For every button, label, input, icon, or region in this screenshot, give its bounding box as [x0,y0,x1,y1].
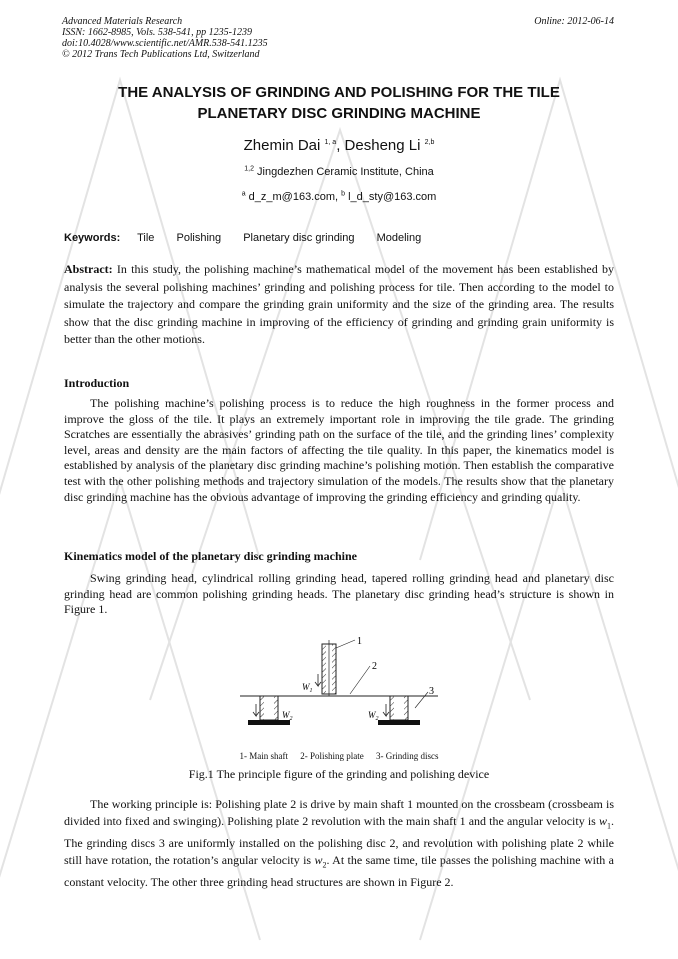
keyword: Tile [137,232,155,244]
author-list [64,137,614,154]
author-1: Zhemin Dai [243,137,321,154]
figure-1-caption: Fig.1 The principle figure of the grinding and polishing device [188,767,490,781]
author-emails [64,191,614,203]
label-1: 1 [357,636,362,647]
author-1-affil: 1, a [324,139,337,146]
keyword: Planetary disc grinding [243,232,355,244]
label-w2-left: W [282,710,290,720]
figure-1-schematic [230,634,450,749]
svg-text:W1 [302,682,313,694]
kinematics-heading: Kinematics model of the planetary disc grinding machine [64,549,357,563]
label-w2-left-sub: 2 [289,716,293,722]
abstract-text: In this study, the polishing machine’s mathematical model of the movement has been established by analysis the several polishing machines’ grinding and polishing process for tile. Then according to the model to simulate the trajectory and compare the grinding grain uniformity and the size of the grinding area. The results show that the disc grinding machine in improving of the efficiency of grinding and grinding grain uniformity is better than the other motions. [64,262,614,346]
working-part-3: . At the same time, tile passes the polishing machine with a constant velocity. The other three grinding head structures are shown in Figure 2. [64,853,614,889]
introduction-text: The polishing machine’s polishing process is to reduce the high roughness in the former process and improve the gloss of the tile. It plays an extremely important role in improving the tile grade. The grinding Scratches are essentially the abrasives’ grinding path on the surface of the tile, and the grinding lines’ complexity level, areas and density are the main factors of affecting the tile quality. In this paper, the kinematics model is established by analysis of the planetary disc grinding machine’s polishing motion. Then establish the comparative test with the other polishing methods and trajectory simulation of the models. The results show that the planetary disc grinding machine has the obvious advantage of improving the grinding efficiency and grinding quality. [64,396,614,504]
author-2-affil: 2,b [424,139,435,146]
author-separator: , [336,137,345,154]
title-line-1: THE ANALYSIS OF GRINDING AND POLISHING FOR THE TILE [118,84,560,101]
working-part-2: . The grinding discs 3 are uniformly installed on the polishing disc 2, and revolution with polishing plate 2 while still have rotation, the rotation’s angular velocity is [64,814,614,867]
issn-line: ISSN: 1662-8985, Vols. 538-541, pp 1235-1239 [62,27,252,38]
label-3: 3 [429,686,434,697]
abstract [64,261,614,349]
title-line-2: PLANETARY DISC GRINDING MACHINE [197,105,481,122]
svg-text:W2 [368,710,379,722]
journal-name: Advanced Materials Research [62,16,183,27]
figure-1-legend [64,751,614,761]
var-w1: w [598,814,607,829]
affiliation-sup: 1,2 [244,165,254,173]
email-a-sup: a [241,190,246,198]
working-part-1: The working principle is: Polishing plate 2 is drive by main shaft 1 mounted on the crossbeam (crossbeam is divided into fixed and swinging). Polishing plate 2 revolution with the main shaft 1 and the angular velocity is [64,797,614,829]
affiliation [64,166,614,178]
label-w1-sub: 1 [309,688,313,694]
introduction-heading: Introduction [64,376,130,390]
var-w2: w [314,853,323,867]
email-b-sup: b [341,190,346,198]
affiliation-text: Jingdezhen Ceramic Institute, China [253,166,434,178]
legend-item: 1- Main shaft [239,751,288,761]
kinematics-text: Swing grinding head, cylindrical rolling grinding head, tapered rolling grinding head and planetary disc grinding head are common polishing grinding heads. The planetary disc grinding head’s structure is shown in Figure 1. [64,571,614,617]
var-w1-sub: 1 [607,821,611,831]
grinding-disc-right [375,696,420,725]
doi-line: doi:10.4028/www.scientific.net/AMR.538-541.1235 [62,38,268,49]
author-2: Desheng Li [344,137,421,154]
email-b: l_d_sty@163.com [345,191,437,203]
keyword: Modeling [376,232,422,244]
main-shaft [315,640,336,696]
label-2: 2 [372,661,377,672]
online-date: Online: 2012-06-14 [534,16,614,27]
var-w2-sub: 2 [322,860,327,870]
label-w2-right-sub: 2 [375,716,379,722]
abstract-label: Abstract: [64,262,113,276]
publication-info [62,16,268,60]
label-w2-right: W [368,710,376,720]
email-a: d_z_m@163.com, [245,191,342,203]
label-w1: W [302,682,310,692]
legend-item: 2- Polishing plate [300,751,364,761]
copyright-line: © 2012 Trans Tech Publications Ltd, Switzerland [62,49,260,60]
keywords-label: Keywords: [64,232,121,244]
paper-title [64,82,614,124]
working-principle-text [64,796,614,891]
keywords [64,232,440,244]
keyword: Polishing [176,232,222,244]
legend-item: 3- Grinding discs [376,751,439,761]
